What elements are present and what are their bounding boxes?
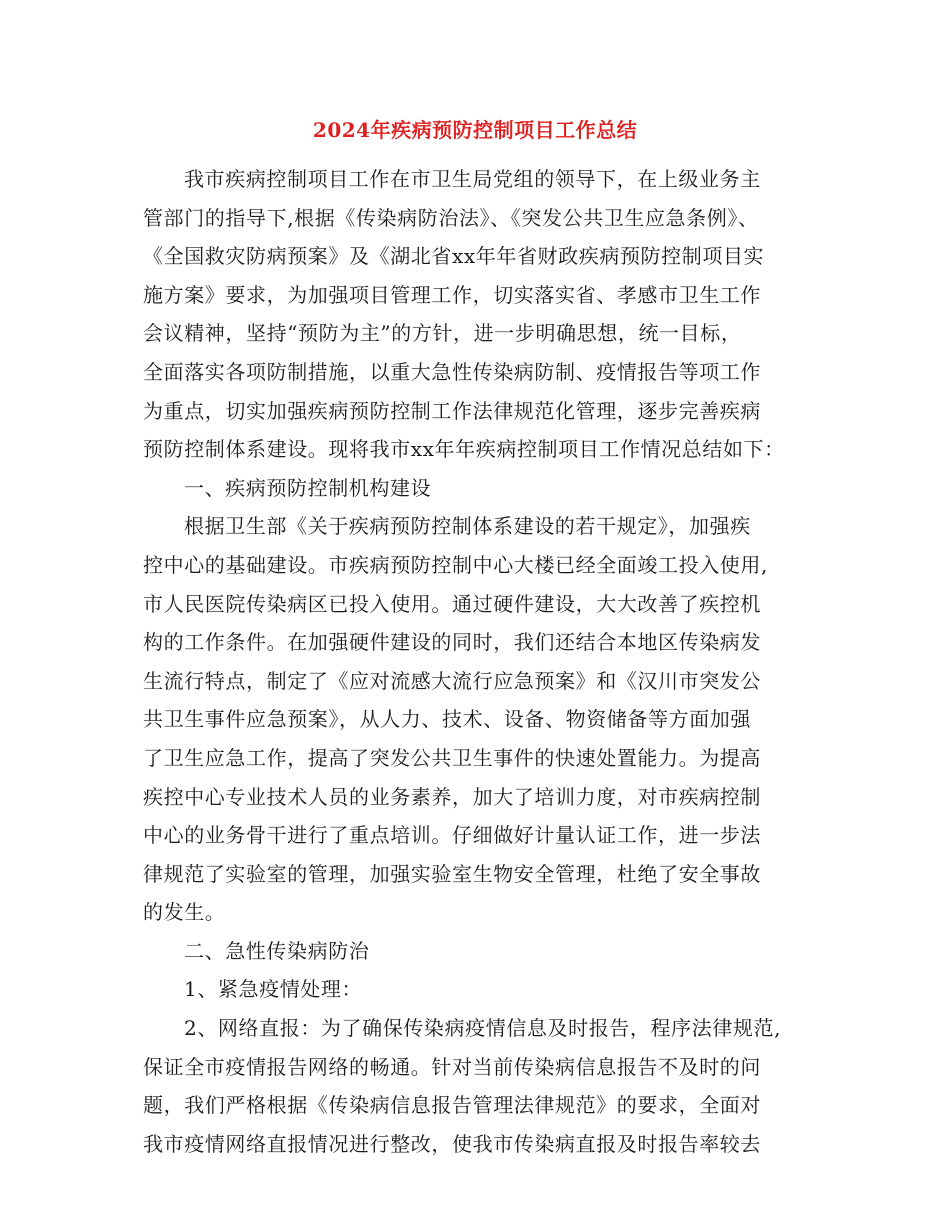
text-line: 疾控中心专业技术人员的业务素养，加大了培训力度，对市疾病控制 (143, 784, 761, 809)
text-line: 会议精神，坚持“预防为主”的方针，进一步明确思想，统一目标， (143, 321, 742, 346)
text-line: 一、疾病预防控制机构建设 (184, 475, 432, 500)
text-line: 了卫生应急工作，提高了突发公共卫生事件的快速处置能力。为提高 (143, 745, 761, 770)
text-line: 我市疾病控制项目工作在市卫生局党组的领导下，在上级业务主 (184, 167, 761, 191)
text-line: 中心的业务骨干进行了重点培训。仔细做好计量认证工作，进一步法 (143, 823, 761, 848)
text-line: 《全国救灾防病预案》及《湖北省xx年年省财政疾病预防控制项目实 (143, 244, 765, 269)
text-line: 控中心的基础建设。市疾病预防控制中心大楼已经全面竣工投入使用, (143, 552, 768, 577)
text-line: 施方案》要求，为加强项目管理工作，切实落实省、孝感市卫生工作 (143, 282, 761, 307)
text-line: 2、网络直报：为了确保传染病疫情信息及时报告，程序法律规范, (184, 1016, 782, 1041)
text-line: 1、紧急疫情处理： (184, 977, 363, 1002)
text-line: 全面落实各项防制措施，以重大急性传染病防制、疫情报告等项工作 (143, 359, 761, 384)
text-line: 我市疫情网络直报情况进行整改，使我市传染病直报及时报告率较去 (143, 1131, 761, 1156)
text-line: 律规范了实验室的管理，加强实验室生物安全管理，杜绝了安全事故 (143, 861, 761, 886)
text-line: 二、急性传染病防治 (184, 938, 370, 963)
document-title: 2024年疾病预防控制项目工作总结 (312, 118, 638, 142)
text-line: 市人民医院传染病区已投入使用。通过硬件建设，大大改善了疾控机 (143, 591, 761, 616)
text-line: 为重点，切实加强疾病预防控制工作法律规范化管理，逐步完善疾病 (143, 398, 761, 423)
text-line: 构的工作条件。在加强硬件建设的同时，我们还结合本地区传染病发 (143, 630, 761, 655)
document-body (143, 160, 833, 1163)
text-line: 根据卫生部《关于疾病预防控制体系建设的若干规定》，加强疾 (184, 514, 751, 539)
text-line: 共卫生事件应急预案》，从人力、技术、设备、物资储备等方面加强 (143, 707, 751, 732)
text-line: 题，我们严格根据《传染病信息报告管理法律规范》的要求，全面对 (143, 1093, 761, 1118)
text-line: 的发生。 (143, 900, 226, 925)
text-line: 保证全市疫情报告网络的畅通。针对当前传染病信息报告不及时的问 (143, 1054, 761, 1079)
text-line: 管部门的指导下,根据《传染病防治法》、《突发公共卫生应急条例》、 (143, 205, 759, 230)
text-line: 生流行特点，制定了《应对流感大流行应急预案》和《汉川市突发公 (143, 668, 761, 693)
text-line: 预防控制体系建设。现将我市xx年年疾病控制项目工作情况总结如下： (143, 437, 785, 462)
